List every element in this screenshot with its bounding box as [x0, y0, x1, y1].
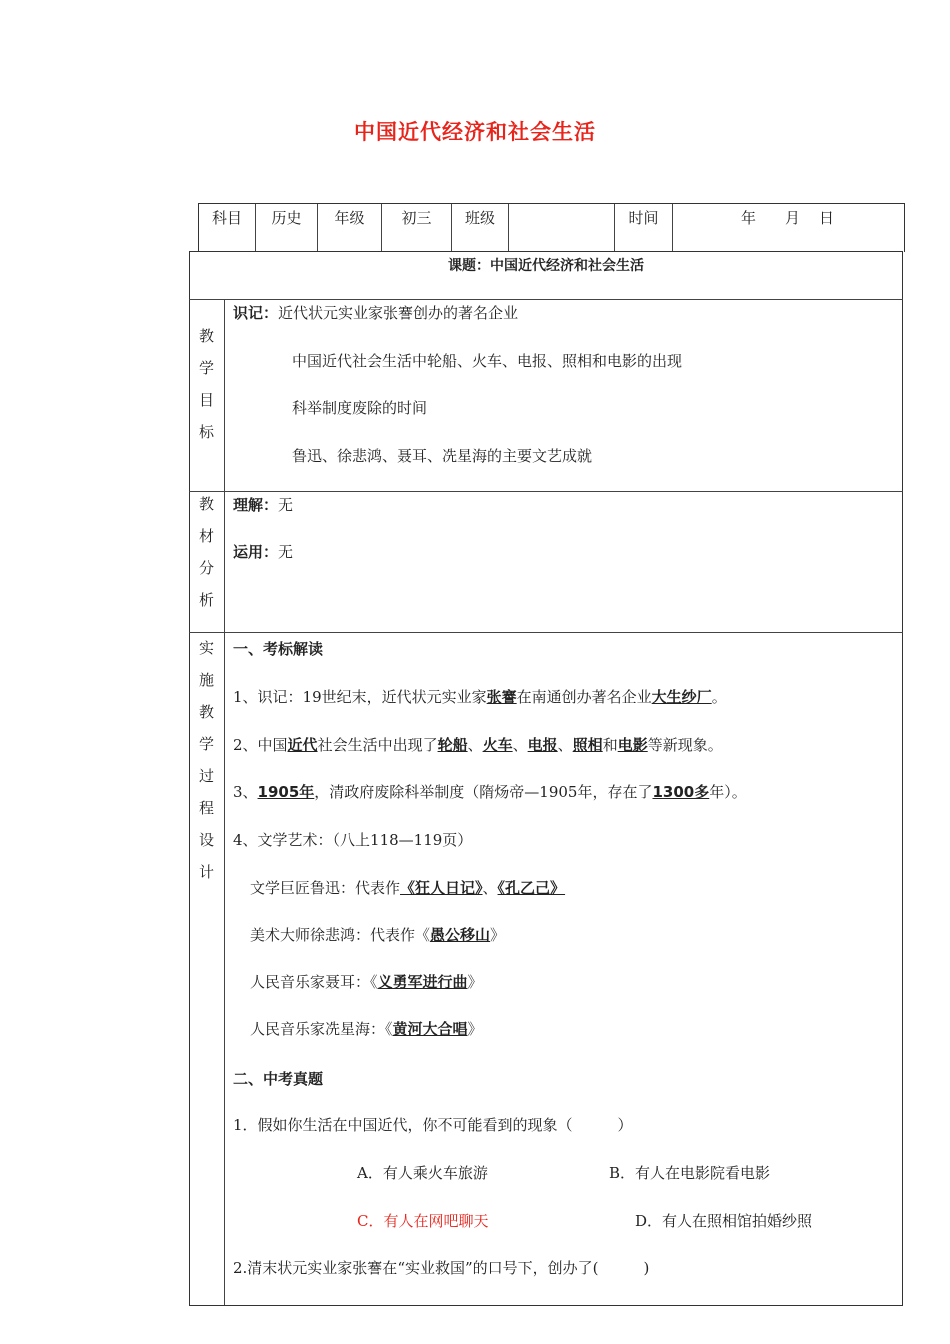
- row-divider: [189, 491, 903, 492]
- apply-line: 运用：无: [233, 543, 294, 561]
- class-label: 班级: [452, 204, 509, 252]
- goals-line: 识记：近代状元实业家张謇创办的著名企业: [233, 304, 519, 322]
- item-line: 4、文学艺术：（八上118—119页）: [233, 831, 473, 849]
- item-line: 3、1905年，清政府废除科举制度（隋炀帝—1905年，存在了1300多年）。: [233, 783, 747, 801]
- grade-label: 年级: [318, 204, 382, 252]
- option-b: B．有人在电影院看电影: [609, 1164, 771, 1182]
- option-a: A．有人乘火车旅游: [357, 1164, 488, 1182]
- process-label: 实 施 教 学 过 程 设 计: [198, 639, 214, 881]
- grade-value: 初三: [382, 204, 452, 252]
- art-line: 人民音乐家冼星海：《黄河大合唱》: [250, 1020, 483, 1038]
- section-heading: 二、中考真题: [233, 1070, 324, 1088]
- date-month: 月: [785, 209, 801, 227]
- item-line: 1、识记：19世纪末，近代状元实业家张謇在南通创办著名企业大生纱厂。: [233, 688, 727, 706]
- question-1: 1．假如你生活在中国近代，你不可能看到的现象（ ）: [233, 1116, 633, 1134]
- subject-label: 科目: [199, 204, 256, 252]
- art-line: 文学巨匠鲁迅：代表作《狂人日记》、《孔乙己》: [250, 879, 566, 897]
- goals-label: 教 学 目 标: [198, 327, 214, 441]
- date-year: 年: [741, 209, 757, 227]
- option-c: C．有人在网吧聊天: [357, 1212, 489, 1230]
- section-heading: 一、考标解读: [233, 640, 324, 658]
- date-value: [673, 204, 901, 252]
- page-title: 中国近代经济和社会生活: [354, 120, 596, 144]
- art-line: 人民音乐家聂耳：《义勇军进行曲》: [250, 973, 483, 991]
- art-line: 美术大师徐悲鸿：代表作《愚公移山》: [250, 926, 506, 944]
- goals-line: 中国近代社会生活中轮船、火车、电报、照相和电影的出现: [292, 352, 683, 370]
- question-2: 2.清末状元实业家张謇在“实业救国”的口号下，创办了( ): [233, 1259, 650, 1277]
- subject-value: 历史: [256, 204, 318, 252]
- column-divider: [224, 299, 225, 1305]
- understand-line: 理解：无: [233, 496, 294, 514]
- goals-line: 鲁迅、徐悲鸿、聂耳、冼星海的主要文艺成就: [292, 447, 593, 465]
- row-divider: [189, 632, 903, 633]
- option-d: D．有人在照相馆拍婚纱照: [635, 1212, 813, 1230]
- goals-line: 科举制度废除的时间: [292, 399, 428, 417]
- item-line: 2、中国近代社会生活中出现了轮船、火车、电报、照相和电影等新现象。: [233, 736, 723, 754]
- time-label: 时间: [615, 204, 673, 252]
- class-value: [509, 204, 615, 252]
- analysis-label: 教 材 分 析: [198, 495, 214, 609]
- lesson-topic: 课题：中国近代经济和社会生活: [448, 258, 644, 274]
- row-divider: [189, 299, 903, 300]
- date-day: 日: [819, 209, 835, 227]
- info-header-row: [198, 203, 905, 252]
